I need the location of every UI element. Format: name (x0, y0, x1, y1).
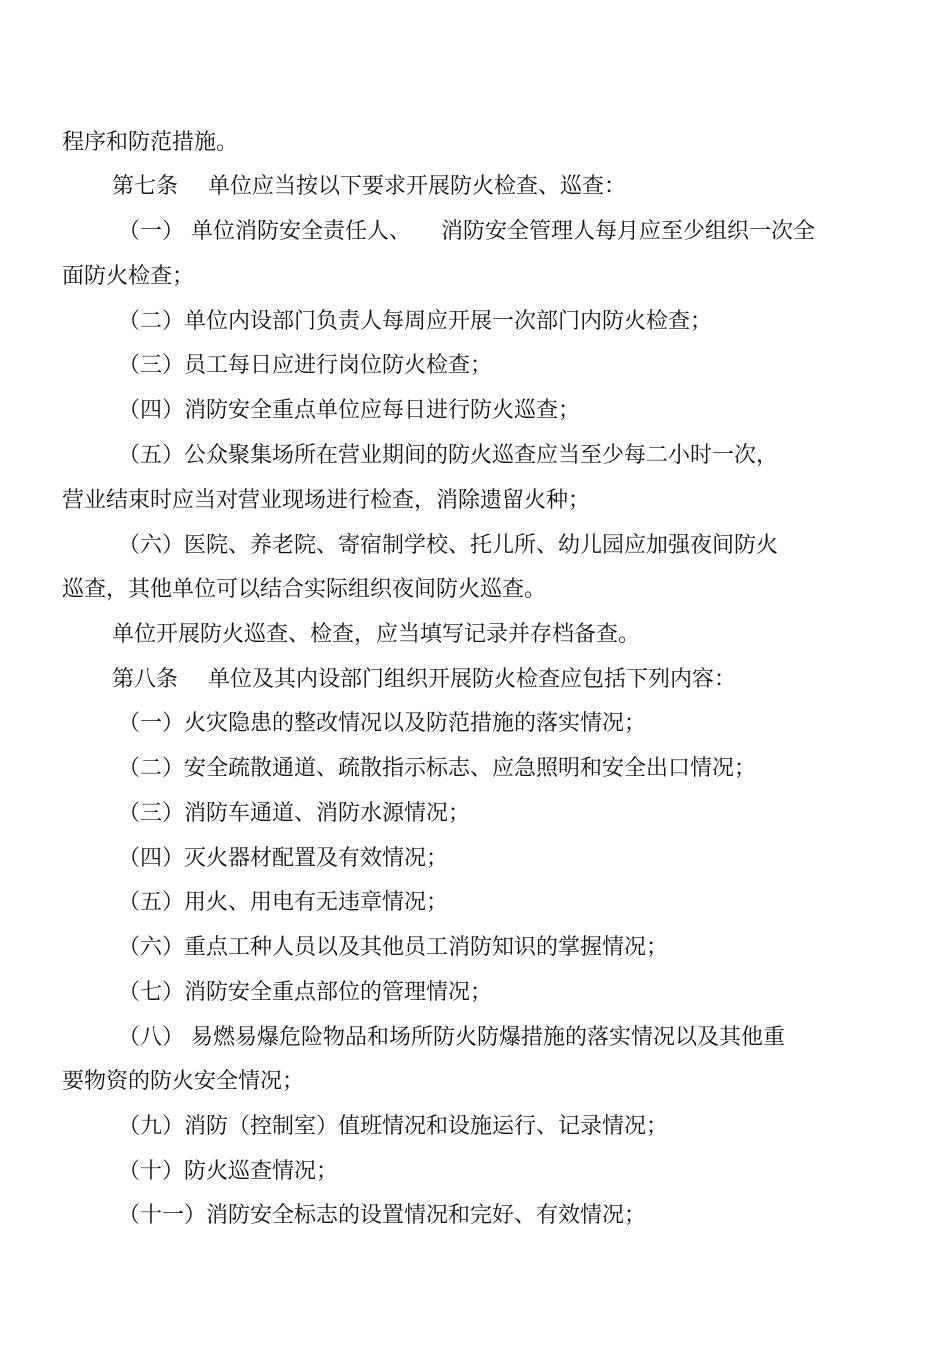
list-item: （四）灭火器材配置及有效情况； (118, 846, 449, 871)
list-item: （八） 易燃易爆危险物品和场所防火防爆措施的落实情况以及其他重 (118, 1025, 785, 1050)
text-line: 程序和防范措施。 (62, 130, 239, 155)
list-item (118, 217, 815, 247)
list-item: （三）员工每日应进行岗位防火检查； (118, 353, 493, 378)
text-line: 营业结束时应当对营业现场进行检查，消除遗留火种； (62, 488, 591, 513)
list-item: （一）火灾隐患的整改情况以及防范措施的落实情况； (118, 711, 647, 736)
text-segment: （一） 单位消防安全责任人、 (118, 219, 411, 244)
text-line: 巡查，其他单位可以结合实际组织夜间防火巡查。 (62, 577, 547, 602)
paragraph: 单位开展防火巡查、检查，应当填写记录并存档备查。 (112, 622, 641, 647)
article-heading (112, 665, 736, 695)
list-item: （七）消防安全重点部位的管理情况； (118, 980, 493, 1005)
list-item: （十）防火巡查情况； (118, 1159, 339, 1184)
list-item: （九）消防（控制室）值班情况和设施运行、记录情况； (118, 1114, 669, 1139)
list-item: （二）单位内设部门负责人每周应开展一次部门内防火检查； (118, 309, 713, 334)
article-text: 单位及其内设部门组织开展防火检查应包括下列内容： (208, 667, 737, 692)
article-text: 单位应当按以下要求开展防火检查、巡查： (208, 174, 627, 199)
article-number: 第八条 (112, 667, 179, 692)
list-item: （五）公众聚集场所在营业期间的防火巡查应当至少每二小时一次， (118, 443, 779, 468)
list-item: （四）消防安全重点单位应每日进行防火巡查； (118, 398, 581, 423)
list-item: （十一）消防安全标志的设置情况和完好、有效情况； (118, 1203, 647, 1228)
list-item: （六）重点工种人员以及其他员工消防知识的掌握情况； (118, 935, 669, 960)
article-heading (112, 172, 626, 202)
list-item: （六）医院、养老院、寄宿制学校、托儿所、幼儿园应加强夜间防火 (118, 533, 779, 558)
text-line: 要物资的防火安全情况； (62, 1069, 305, 1094)
list-item: （五）用火、用电有无违章情况； (118, 890, 449, 915)
text-segment: 消防安全管理人每月应至少组织一次全 (441, 219, 816, 244)
list-item: （三）消防车通道、消防水源情况； (118, 801, 471, 826)
article-number: 第七条 (112, 174, 179, 199)
list-item: （二）安全疏散通道、疏散指示标志、应急照明和安全出口情况； (118, 756, 757, 781)
text-line: 面防火检查； (62, 264, 195, 289)
